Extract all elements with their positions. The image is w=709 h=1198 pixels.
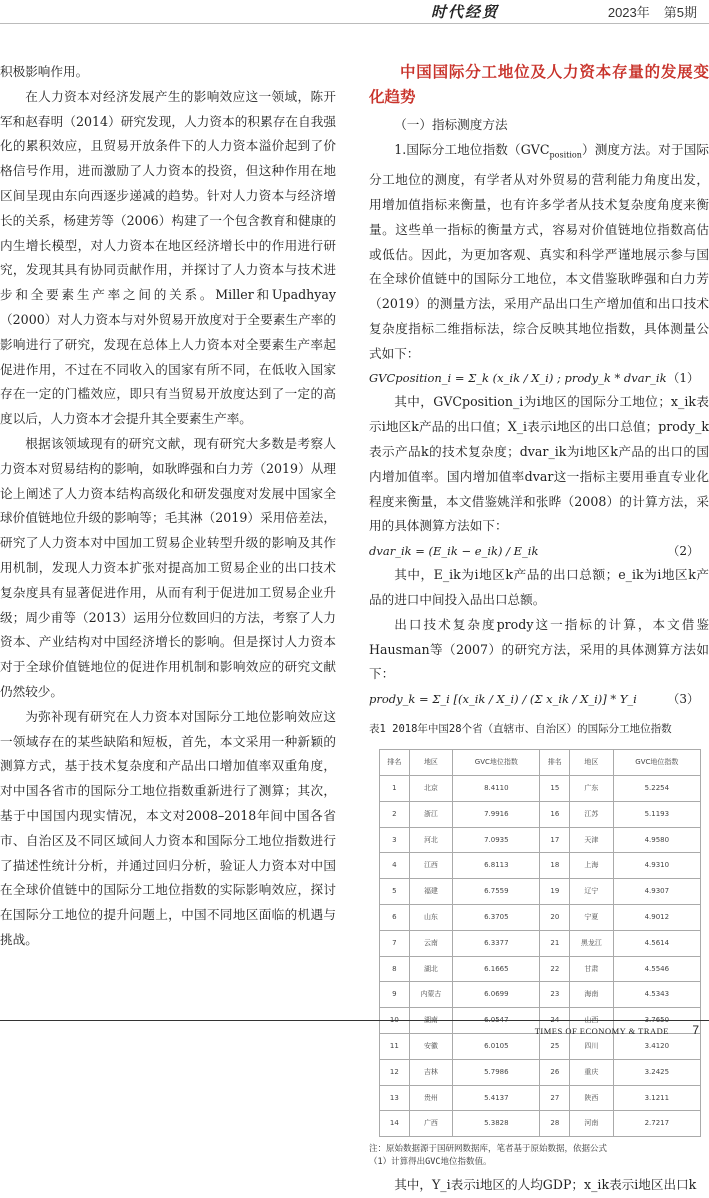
table-cell: 辽宁 xyxy=(570,879,614,905)
table-cell: 8.4110 xyxy=(453,776,540,802)
equation-1 xyxy=(369,366,709,390)
table-cell: 20 xyxy=(540,905,570,931)
table-row xyxy=(380,801,701,827)
table-cell: 3.1211 xyxy=(613,1085,700,1111)
equation-text: prody_k = Σ_i [(x_ik / X_i) / (Σ x_ik / X_i)] * Y_i xyxy=(369,692,637,707)
table-cell: 5.1193 xyxy=(613,801,700,827)
table-header-cell: 排名 xyxy=(380,750,410,776)
table-cell: 4.5546 xyxy=(613,956,700,982)
table-cell: 15 xyxy=(540,776,570,802)
paragraph: 其中，GVCposition_i为i地区的国际分工地位；x_ik表示i地区k产品的出口值；X_i表示i地区的出口总值；prody_k表示产品k的技术复杂度；dvar_ik为i地区k产品的出口的国内增加值率。国内增加值率dvar这一指标主要用垂直专业化程度来衡量，本文借鉴姚洋和张晔（2008）的计算方法，采用的具体测算方法如下： xyxy=(369,394,709,534)
equation-text: dvar_ik = (E_ik − e_ik) / E_ik xyxy=(369,544,539,559)
table-cell: 江苏 xyxy=(570,801,614,827)
table-row xyxy=(380,1085,701,1111)
table-cell: 黑龙江 xyxy=(570,930,614,956)
table-cell: 6.0699 xyxy=(453,982,540,1008)
table-row xyxy=(380,1059,701,1085)
paragraph xyxy=(369,138,709,367)
equation-text: GVCposition_i = Σ_k (x_ik / X_i) ; prody_k * dvar_ik xyxy=(369,371,667,386)
footer-divider xyxy=(0,1020,709,1021)
table-cell: 23 xyxy=(540,982,570,1008)
table-cell: 4 xyxy=(380,853,410,879)
table-header-cell: 排名 xyxy=(540,750,570,776)
table-cell: 6 xyxy=(380,905,410,931)
table-cell: 26 xyxy=(540,1059,570,1085)
table-cell: 27 xyxy=(540,1085,570,1111)
table-note-line: （1）计算得出GVC地位指数值。 xyxy=(369,1157,492,1168)
table-cell: 19 xyxy=(540,879,570,905)
page-number: 7 xyxy=(692,1023,699,1037)
table-cell: 5 xyxy=(380,879,410,905)
table-cell: 17 xyxy=(540,827,570,853)
table-cell: 广东 xyxy=(570,776,614,802)
page-footer xyxy=(0,1020,709,1044)
paragraph: 积极影响作用。 xyxy=(0,64,89,79)
table-cell: 四川 xyxy=(570,1034,614,1060)
table-cell: 5.7986 xyxy=(453,1059,540,1085)
table-row xyxy=(380,776,701,802)
equation-2 xyxy=(369,539,709,563)
table-cell: 4.9307 xyxy=(613,879,700,905)
table-note-line: 注：原始数据源于国研网数据库，笔者基于原始数据，依据公式 xyxy=(369,1144,608,1155)
table-cell: 13 xyxy=(380,1085,410,1111)
table-cell: 1 xyxy=(380,776,410,802)
table-cell: 甘肃 xyxy=(570,956,614,982)
table-cell: 5.2254 xyxy=(613,776,700,802)
table-cell: 吉林 xyxy=(409,1059,453,1085)
issue-year: 2023年 xyxy=(607,5,650,20)
table-cell: 11 xyxy=(380,1034,410,1060)
table-row xyxy=(380,905,701,931)
table-cell: 6.1665 xyxy=(453,956,540,982)
table-cell: 14 xyxy=(380,1111,410,1137)
table-cell: 河南 xyxy=(570,1111,614,1137)
issue-info xyxy=(594,2,697,21)
table-cell: 江西 xyxy=(409,853,453,879)
table-cell: 7.9916 xyxy=(453,801,540,827)
table-cell: 河北 xyxy=(409,827,453,853)
paragraph-text: ）测度方法。对于国际分工地位的测度，有学者从对外贸易的营利能力角度出发，用增加值指标来衡量，也有许多学者从技术复杂度角度来衡量。这些单一指标的衡量方式，容易对价值链地位指数高估或低估。因此，为更加客观、真实和科学严谨地展示参与国在全球价值链中的国际分工地位，本文借鉴耿晔强和白力芳（2019）的测量方法，采用产品出口生产增加值和出口技术复杂度指标二维指标法，综合反映其地位指数，具体测量公式如下： xyxy=(369,141,709,361)
table-caption: 表1 2018年中国28个省（直辖市、自治区）的国际分工地位指数 xyxy=(369,723,672,736)
table-cell: 上海 xyxy=(570,853,614,879)
table-cell: 2 xyxy=(380,801,410,827)
table-cell: 7.0935 xyxy=(453,827,540,853)
table-header-cell: 地区 xyxy=(409,750,453,776)
table-cell: 8 xyxy=(380,956,410,982)
table-cell: 16 xyxy=(540,801,570,827)
paragraph: 在人力资本对经济发展产生的影响效应这一领域，陈开军和赵春明（2014）研究发现，人力资本的积累存在自我强化的累积效应，且贸易开放条件下的人力资本溢价起到了价格信号作用，进而激励了人力资本的投资，但这种作用在地区间呈现由东向西逐步递减的趋势。针对人力资本与经济增长的关系，杨建芳等（2006）构建了一个包含教育和健康的内生增长模型，对人力资本在地区经济增长中的作用进行研究，发现其具有协同贡献作用，并探讨了人力资本与技术进步和全要素生产率之间的关系。Miller和Upadhyay（2000）对人力资本与对外贸易开放度对于全要素生产率的影响进行了研究，发现在总体上人力资本对全要素生产率起促进作用，不过在不同收入的国家有所不同，在低收入国家存在一定的门槛效应，即只有当贸易开放度达到了一定的高度以后，人力资本才会提升其全要素生产率。 xyxy=(0,88,336,427)
paragraph: 出口技术复杂度prody这一指标的计算，本文借鉴Hausman等（2007）的研究方法，采用的具体测算方法如下： xyxy=(369,616,709,682)
table-cell: 湖北 xyxy=(409,956,453,982)
table-cell: 4.5614 xyxy=(613,930,700,956)
table-cell: 北京 xyxy=(409,776,453,802)
table-cell: 云南 xyxy=(409,930,453,956)
table-cell: 福建 xyxy=(409,879,453,905)
table-cell: 宁夏 xyxy=(570,905,614,931)
table-cell: 重庆 xyxy=(570,1059,614,1085)
table-header-row xyxy=(380,750,701,776)
paragraph: 其中，E_ik为i地区k产品的出口总额；e_ik为i地区k产品的进口中间投入品出口总额。 xyxy=(369,567,709,608)
table-row xyxy=(380,930,701,956)
table-note xyxy=(369,1143,709,1169)
table-cell: 4.9012 xyxy=(613,905,700,931)
gvc-table xyxy=(379,749,701,1137)
equation-number: （1） xyxy=(667,371,699,386)
paragraph: 为弥补现有研究在人力资本对国际分工地位影响效应这一领域存在的某些缺陷和短板，首先，本文采用一种新颖的测算方式，基于技术复杂度和产品出口增加值率双重角度，对中国各省市的国际分工地位指数重新进行了测算；其次，基于中国国内现实情况，本文对2008–2018年间中国各省市、自治区及不同区域间人力资本和国际分工地位指数进行了描述性统计分析，并通过回归分析，验证人力资本对中国在全球价值链中的国际分工地位指数的实际影响效应，探讨在国际分工地位的提升问题上，中国不同地区面临的机遇与挑战。 xyxy=(0,708,336,947)
page-header xyxy=(0,0,709,24)
table-cell: 陕西 xyxy=(570,1085,614,1111)
table-cell: 贵州 xyxy=(409,1085,453,1111)
table-cell: 3.2425 xyxy=(613,1059,700,1085)
table-cell: 5.3828 xyxy=(453,1111,540,1137)
table-cell: 12 xyxy=(380,1059,410,1085)
table-cell: 22 xyxy=(540,956,570,982)
table-header-cell: 地区 xyxy=(570,750,614,776)
table-cell: 天津 xyxy=(570,827,614,853)
table-cell: 9 xyxy=(380,982,410,1008)
table-row xyxy=(380,982,701,1008)
issue-number: 第5期 xyxy=(663,5,697,20)
table-cell: 4.9310 xyxy=(613,853,700,879)
table-cell: 21 xyxy=(540,930,570,956)
subscript: position xyxy=(549,150,582,160)
table-row xyxy=(380,853,701,879)
table-cell: 海南 xyxy=(570,982,614,1008)
header-divider xyxy=(0,23,709,24)
table-cell: 5.4137 xyxy=(453,1085,540,1111)
table-row xyxy=(380,1111,701,1137)
subsection-title: （一）指标测度方法 xyxy=(394,117,508,132)
paragraph-text: 1.国际分工地位指数（GVC xyxy=(394,141,550,157)
table-cell: 内蒙古 xyxy=(409,982,453,1008)
table-row xyxy=(380,827,701,853)
table-cell: 6.7559 xyxy=(453,879,540,905)
table-cell: 25 xyxy=(540,1034,570,1060)
table-cell: 7 xyxy=(380,930,410,956)
journal-name: 时代经贸 xyxy=(430,3,499,21)
table-cell: 山东 xyxy=(409,905,453,931)
table-cell: 广西 xyxy=(409,1111,453,1137)
table-header-cell: GVC地位指数 xyxy=(613,750,700,776)
table-row xyxy=(380,956,701,982)
paragraph: 其中，Y_i表示i地区的人均GDP；x_ik表示i地区出口k xyxy=(394,1177,697,1193)
section-title: 中国国际分工地位及人力资本存量的发展变化趋势 xyxy=(369,64,709,106)
table-cell: 6.0105 xyxy=(453,1034,540,1060)
table-cell: 6.3705 xyxy=(453,905,540,931)
equation-number: （2） xyxy=(667,544,699,559)
table-cell: 28 xyxy=(540,1111,570,1137)
equation-3 xyxy=(369,687,709,711)
table-cell: 4.5343 xyxy=(613,982,700,1008)
table-cell: 2.7217 xyxy=(613,1111,700,1137)
left-column xyxy=(0,60,336,953)
table-cell: 4.9580 xyxy=(613,827,700,853)
table-body xyxy=(380,776,701,1137)
footer-journal: TIMES OF ECONOMY & TRADE xyxy=(534,1026,669,1036)
paragraph: 根据该领域现有的研究文献，现有研究大多数是考察人力资本对贸易结构的影响，如耿晔强和白力芳（2019）从理论上阐述了人力资本结构高级化和研发强度对发展中国家全球价值链地位升级的影响等；毛其淋（2019）采用倍差法，研究了人力资本对中国加工贸易企业转型升级的影响及其作用机制，发现人力资本扩张对提高加工贸易企业的出口技术复杂度具有显著促进作用，从而有利于促进加工贸易企业升级；周少甫等（2013）运用分位数回归的方法，考察了人力资本、产业结构对中国经济增长的影响。但是探讨人力资本对于全球价值链地位的促进作用机制和影响效应的研究文献仍然较少。 xyxy=(0,435,336,699)
table-cell: 18 xyxy=(540,853,570,879)
table-header-cell: GVC地位指数 xyxy=(453,750,540,776)
table-cell: 6.8113 xyxy=(453,853,540,879)
table-cell: 3 xyxy=(380,827,410,853)
table-row xyxy=(380,879,701,905)
table-cell: 浙江 xyxy=(409,801,453,827)
table-cell: 6.3377 xyxy=(453,930,540,956)
table-cell: 3.4120 xyxy=(613,1034,700,1060)
equation-number: （3） xyxy=(667,692,699,707)
table-cell: 安徽 xyxy=(409,1034,453,1060)
